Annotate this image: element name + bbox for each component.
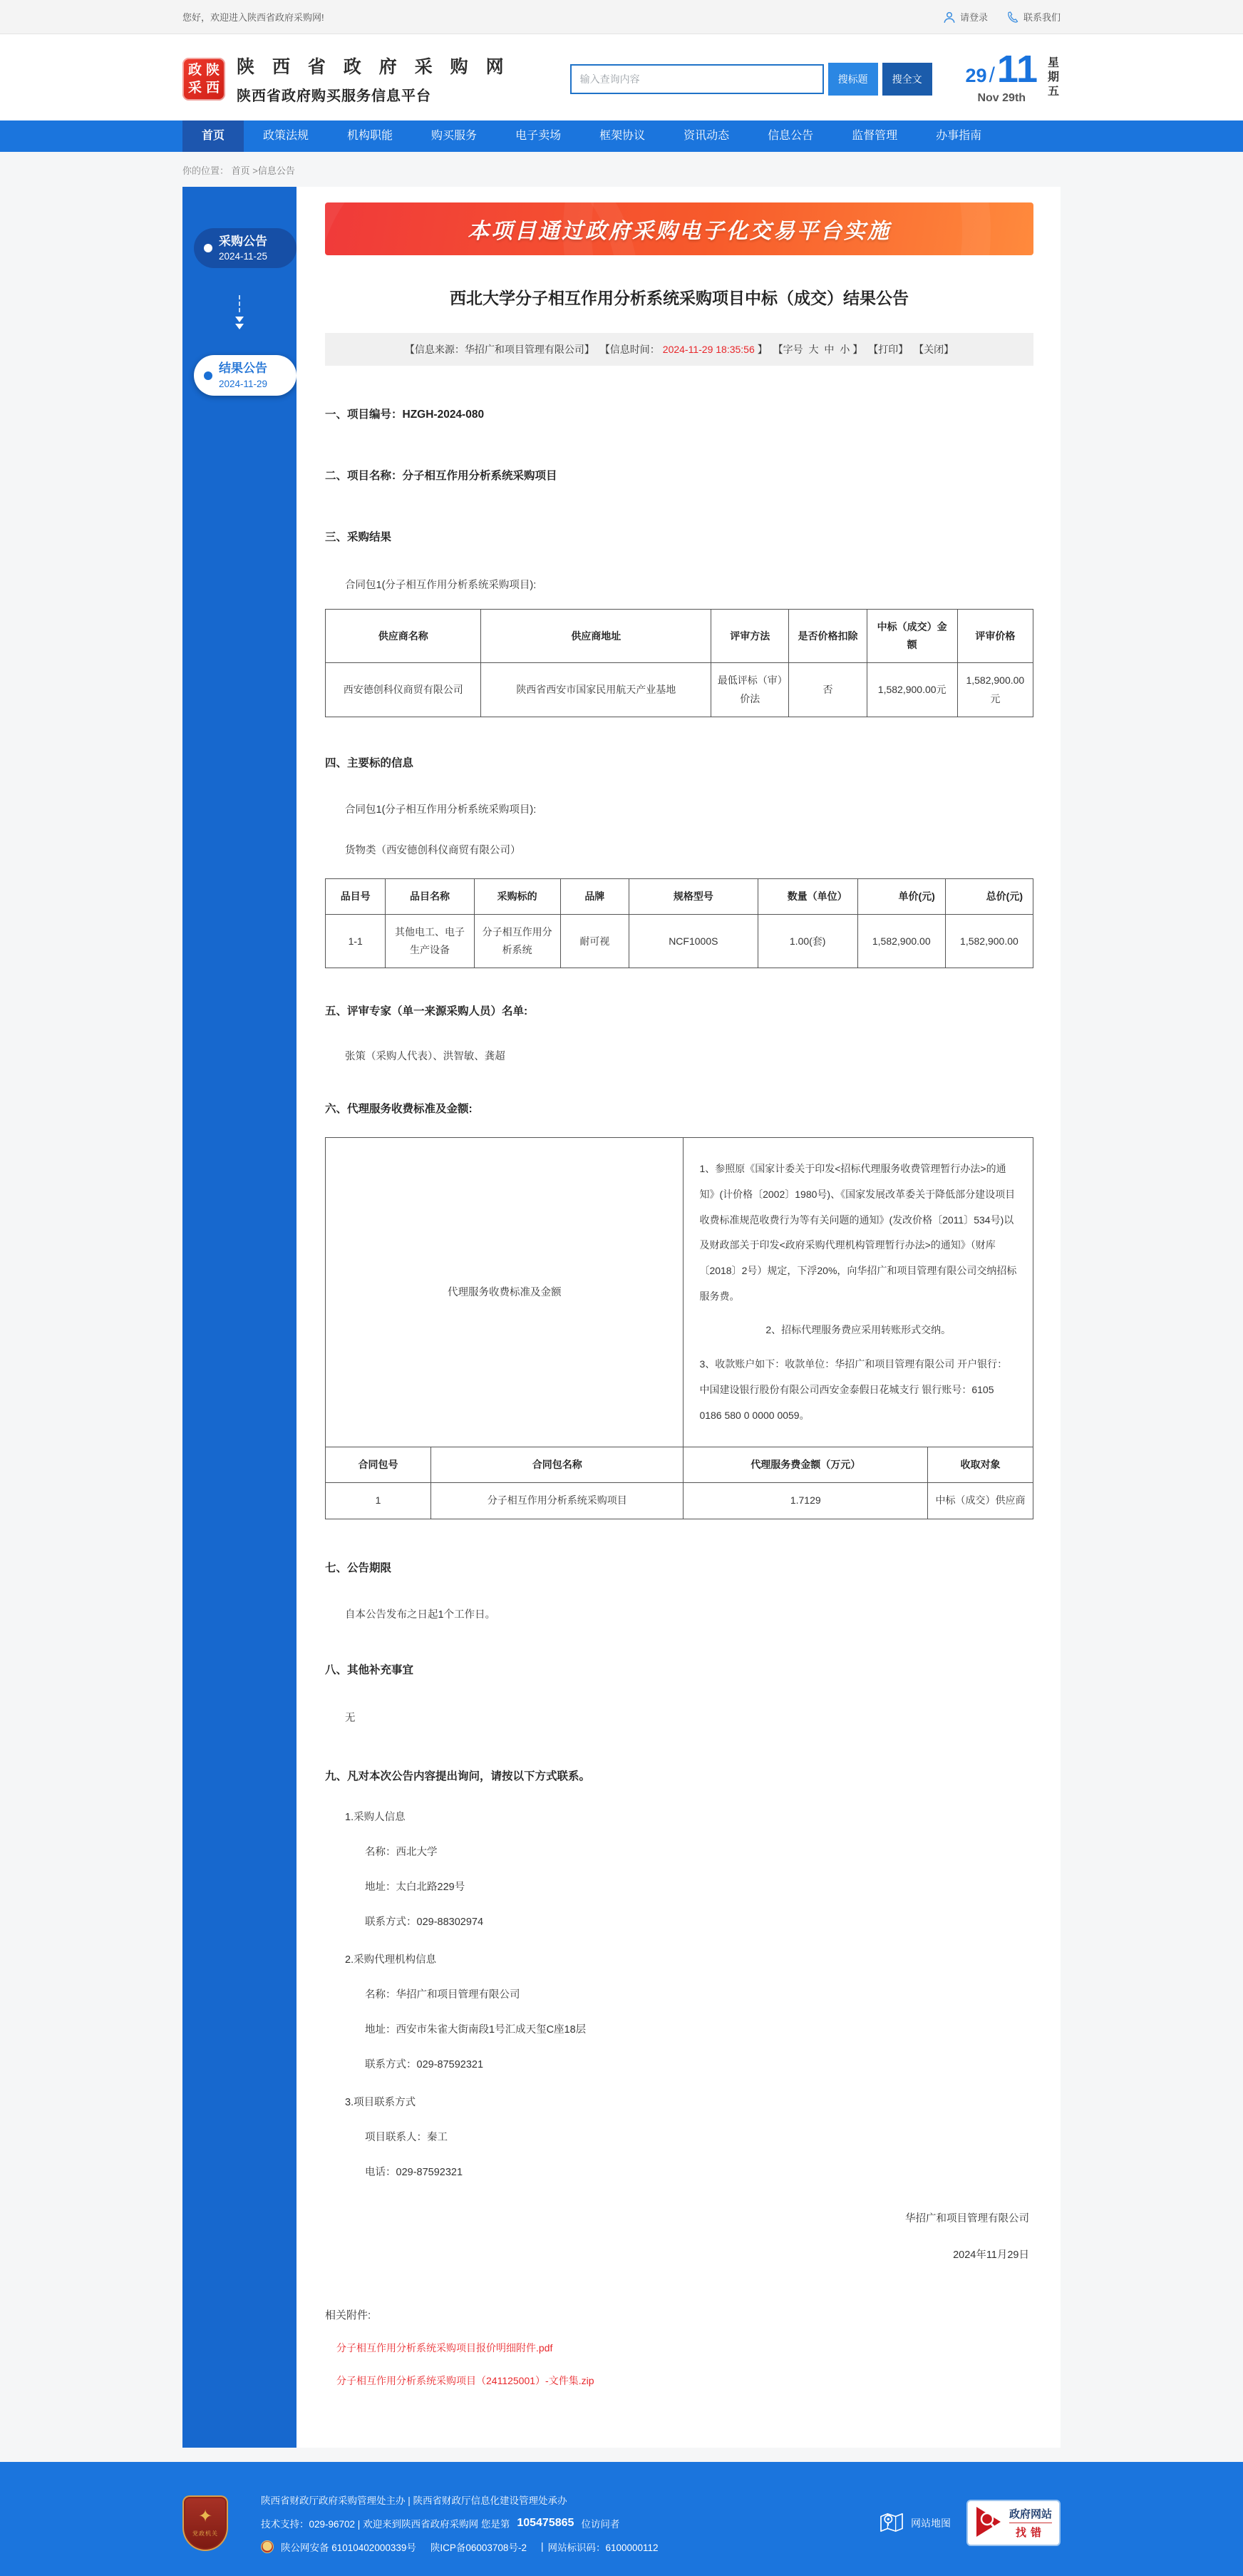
purchaser-phone: 联系方式：029-88302974	[365, 1916, 484, 1928]
fee-paragraph-2: 2、招标代理服务费应采用转账形式交纳。	[765, 1324, 951, 1336]
banner-text: 本项目通过政府采购电子化交易平台实施	[468, 220, 891, 243]
table-row	[326, 663, 1033, 717]
breadcrumb-current-link[interactable]: 信息公告	[257, 165, 295, 176]
cell-package-no: 1	[326, 1483, 431, 1519]
section-agency-fee: 六、代理服务收费标准及金额:	[325, 1103, 473, 1116]
timeline-sidebar	[182, 187, 296, 2448]
map-icon	[880, 2511, 904, 2535]
phone-icon	[1006, 11, 1019, 24]
table-row	[326, 914, 1033, 968]
nav-item-news[interactable]: 资讯动态	[684, 130, 730, 142]
site-code-separator: |	[540, 2541, 544, 2552]
nav-item-home[interactable]: 首页	[182, 120, 244, 152]
e-trading-platform-banner	[325, 202, 1033, 255]
nav-item-e-marketplace[interactable]: 电子卖场	[515, 130, 562, 142]
fontsize-close: 】	[852, 344, 863, 355]
search-fulltext-button[interactable]: 搜全文	[882, 63, 932, 96]
nav-item-supervision[interactable]: 监督管理	[852, 130, 898, 142]
agency-info-heading: 2.采购代理机构信息	[345, 1954, 437, 1966]
article-meta-bar	[325, 333, 1033, 366]
agency-fee-table	[325, 1137, 1033, 1519]
info-time-label: 【信息时间：	[599, 344, 660, 355]
icp-filing-link[interactable]: 陕ICP备06003708号-2	[430, 2542, 527, 2553]
user-icon	[943, 11, 956, 24]
cell-brand: 耐可视	[560, 914, 629, 968]
step-date: 2024-11-25	[219, 251, 268, 262]
breadcrumb-separator: >	[252, 165, 258, 176]
col-fee-amount: 代理服务费金额（万元）	[684, 1447, 928, 1483]
info-source: 【信息来源：华招广和项目管理有限公司】	[404, 344, 594, 355]
step-title: 采购公告	[219, 235, 267, 248]
footer-support-line: 技术支持：029-96702 | 欢迎来到陕西省政府采购网 您是第 105475865 位访问者	[261, 2516, 620, 2530]
section-review-experts: 五、评审专家（单一来源采购人员）名单:	[325, 1005, 528, 1018]
cell-review-method: 最低评标（审）价法	[711, 663, 789, 717]
site-header	[0, 34, 1243, 120]
contact-link[interactable]	[1006, 10, 1061, 24]
col-model: 规格型号	[629, 878, 758, 914]
section-project-name: 二、项目名称：分子相互作用分析系统采购项目	[325, 470, 557, 482]
col-brand: 品牌	[560, 878, 629, 914]
agency-name: 名称：华招广和项目管理有限公司	[365, 1989, 520, 2001]
site-title: 陕 西 省 政 府 采 购 网	[237, 57, 510, 77]
section-other-matters: 八、其他补充事宜	[325, 1663, 414, 1676]
col-procurement-subject: 采购标的	[474, 878, 560, 914]
section-main-subject-info: 四、主要标的信息	[325, 756, 414, 769]
cell-unit-price: 1,582,900.00	[857, 914, 945, 968]
cell-fee-amount: 1.7129	[684, 1483, 928, 1519]
col-supplier-address: 供应商地址	[481, 610, 711, 663]
page-title: 西北大学分子相互作用分析系统采购项目中标（成交）结果公告	[450, 289, 909, 307]
police-badge-icon	[261, 2540, 274, 2553]
sitemap-link[interactable]	[880, 2511, 951, 2535]
col-package-no: 合同包号	[326, 1447, 431, 1483]
col-item-name: 品目名称	[386, 878, 474, 914]
cell-award-amount: 1,582,900.00元	[867, 663, 957, 717]
cell-review-price: 1,582,900.00元	[957, 663, 1033, 717]
site-tagline: 陕西省政府购买服务信息平台	[237, 88, 431, 104]
step-date: 2024-11-29	[219, 378, 268, 389]
attachment-zip-link[interactable]: 分子相互作用分析系统采购项目（241125001）-文件集.zip	[336, 2374, 594, 2386]
date-month: 11	[996, 47, 1038, 91]
announcement-period-text: 自本公告发布之日起1个工作日。	[345, 1608, 496, 1621]
nav-item-guide[interactable]: 办事指南	[936, 130, 982, 142]
cell-item-no: 1-1	[326, 914, 386, 968]
sidebar-step-result-announcement[interactable]	[194, 355, 296, 395]
logo-char: 政	[187, 62, 202, 78]
cell-package-name: 分子相互作用分析系统采购项目	[430, 1483, 684, 1519]
cell-price-deduction: 否	[789, 663, 867, 717]
weekday-label: 星期五	[1048, 56, 1060, 98]
nav-item-functions[interactable]: 机构职能	[347, 130, 393, 142]
agency-address: 地址：西安市朱雀大街南段1号汇成天玺C座18层	[365, 2023, 587, 2036]
emblem-star-icon: ✦	[197, 2507, 213, 2527]
signature-date: 2024年11月29日	[953, 2249, 1029, 2261]
col-package-name: 合同包名称	[430, 1447, 684, 1483]
logo-char: 采	[187, 80, 202, 96]
purchaser-info-heading: 1.采购人信息	[345, 1811, 406, 1823]
date-separator: /	[989, 63, 995, 87]
site-logo	[182, 58, 225, 101]
welcome-text: 您好，欢迎进入陕西省政府采购网!	[182, 12, 324, 23]
nav-item-policies[interactable]: 政策法规	[263, 130, 309, 142]
info-time-close: 】	[757, 344, 768, 355]
fee-standard-text	[684, 1138, 1033, 1447]
nav-item-framework-agreement[interactable]: 框架协议	[599, 130, 646, 142]
cell-quantity: 1.00(套)	[758, 914, 857, 968]
col-price-deduction: 是否价格扣除	[789, 610, 867, 663]
sitemap-label: 网站地图	[910, 2517, 951, 2529]
cell-supplier-address: 陕西省西安市国家民用航天产业基地	[481, 663, 711, 717]
goods-category-line: 货物类（西安德创科仪商贸有限公司）	[345, 844, 521, 856]
attachment-pdf-link[interactable]: 分子相互作用分析系统采购项目报价明细附件.pdf	[336, 2341, 553, 2354]
step-title: 结果公告	[219, 361, 267, 376]
col-supplier-name: 供应商名称	[326, 610, 481, 663]
step-dot	[204, 371, 212, 380]
col-review-method: 评审方法	[711, 610, 789, 663]
project-contact-heading: 3.项目联系方式	[345, 2096, 416, 2108]
items-table	[325, 878, 1033, 969]
section-announcement-period: 七、公告期限	[325, 1561, 392, 1574]
col-quantity: 数量（单位）	[758, 878, 857, 914]
close-button[interactable]: 【关闭】	[914, 344, 954, 355]
other-matters-text: 无	[345, 1712, 356, 1724]
nav-item-purchase-services[interactable]: 购买服务	[431, 130, 478, 142]
fee-paragraph-3: 3、收款账户如下：收款单位：华招广和项目管理有限公司 开户银行：中国建设银行股份有限公司西安金泰假日花城支行 银行账号：6105 0186 580 0 0000 0059。	[699, 1358, 1008, 1421]
project-contact-phone: 电话：029-87592321	[365, 2166, 463, 2178]
col-total-price: 总价(元)	[945, 878, 1033, 914]
badge-gov-site-label: 政府网站	[1009, 2506, 1052, 2523]
fontsize-large-button[interactable]: 大	[808, 344, 819, 355]
cell-total-price: 1,582,900.00	[945, 914, 1033, 968]
col-fee-payer: 收取对象	[928, 1447, 1033, 1483]
breadcrumb	[182, 152, 1061, 187]
date-english: Nov 29th	[977, 91, 1026, 104]
signature-company: 华招广和项目管理有限公司	[905, 2212, 1029, 2225]
cell-item-name: 其他电工、电子生产设备	[386, 914, 474, 968]
magnifier-flag-icon	[975, 2506, 1004, 2540]
cell-procurement-subject: 分子相互作用分析系统	[474, 914, 560, 968]
project-contact-name: 项目联系人：秦工	[365, 2131, 448, 2143]
party-gov-emblem	[182, 2495, 228, 2551]
date-widget	[965, 47, 1061, 105]
col-item-no: 品目号	[326, 878, 386, 914]
col-review-price: 评审价格	[957, 610, 1033, 663]
site-footer	[0, 2462, 1243, 2576]
main-navigation	[0, 120, 1243, 152]
info-time-value: 2024-11-29 18:35:56	[662, 344, 755, 355]
experts-names: 张策（采购人代表）、洪智敏、龚超	[345, 1051, 505, 1063]
logo-char: 西	[205, 80, 220, 96]
sidebar-step-purchase-announcement[interactable]	[194, 228, 296, 268]
cell-fee-payer: 中标（成交）供应商	[928, 1483, 1033, 1519]
badge-find-error-label: 找错	[1015, 2527, 1046, 2540]
footer-beian-line	[261, 2540, 659, 2554]
top-utility-bar	[0, 0, 1243, 34]
login-link[interactable]	[943, 10, 988, 24]
table-row	[326, 1483, 1033, 1519]
logo-char: 陕	[205, 62, 220, 78]
result-table	[325, 609, 1033, 717]
contract-package-line: 合同包1(分子相互作用分析系统采购项目):	[345, 804, 537, 816]
col-unit-price: 单价(元)	[857, 878, 945, 914]
cell-model: NCF1000S	[629, 914, 758, 968]
site-identifier-code: 网站标识码：6100000112	[547, 2542, 659, 2553]
gov-site-error-report-badge[interactable]	[966, 2500, 1061, 2546]
section-project-number: 一、项目编号：HZGH-2024-080	[325, 409, 485, 421]
purchaser-name: 名称：西北大学	[365, 1846, 438, 1858]
print-button[interactable]: 【打印】	[868, 344, 909, 355]
emblem-text: 党政机关	[192, 2530, 218, 2537]
fee-paragraph-1: 1、参照原《国家计委关于印发<招标代理服务收费管理暂行办法>的通知》(计价格〔2002〕1980号)、《国家发展改革委关于降低部分建设项目收费标准规范收费行为等有关问题的通知》(发改价格〔2011〕534号)以及财政部关于印发<政府采购代理机构管理暂行办法>的通知》（财库〔2018〕2号）规定，下浮20%，向华招广和项目管理有限公司交纳招标服务费。	[699, 1163, 1017, 1302]
footer-organizer-line: 陕西省财政厅政府采购管理处主办 | 陕西省财政厅信息化建设管理处承办	[261, 2495, 567, 2506]
nav-item-announcements[interactable]: 信息公告	[768, 130, 814, 142]
timeline-arrow-icon	[182, 295, 296, 329]
contract-package-line: 合同包1(分子相互作用分析系统采购项目):	[345, 580, 537, 591]
breadcrumb-label: 你的位置：	[182, 165, 229, 176]
cell-supplier-name: 西安德创科仪商贸有限公司	[326, 663, 481, 717]
date-day: 29	[965, 64, 987, 86]
search-input[interactable]	[570, 64, 824, 94]
fontsize-label: 【字号	[773, 344, 803, 355]
fontsize-medium-button[interactable]: 中	[824, 344, 835, 355]
fontsize-small-button[interactable]: 小	[840, 344, 850, 355]
purchaser-address: 地址：太白北路229号	[365, 1881, 465, 1893]
agency-phone: 联系方式：029-87592321	[365, 2058, 484, 2070]
step-dot	[204, 244, 212, 252]
breadcrumb-home-link[interactable]: 首页	[231, 165, 250, 176]
fee-standard-label: 代理服务收费标准及金额	[326, 1138, 684, 1447]
col-award-amount: 中标（成交）金额	[867, 610, 957, 663]
search-title-button[interactable]: 搜标题	[828, 63, 878, 96]
section-procurement-result: 三、采购结果	[325, 531, 392, 543]
article-main	[296, 187, 1061, 2448]
public-security-filing-link[interactable]: 陕公网安备 61010402000339号	[281, 2542, 416, 2553]
login-label: 请登录	[959, 12, 988, 23]
contact-label: 联系我们	[1023, 12, 1061, 23]
section-contact-info: 九、凡对本次公告内容提出询问，请按以下方式联系。	[325, 1770, 591, 1782]
visitor-count: 105475865	[517, 2516, 574, 2529]
attachments-label: 相关附件:	[325, 2309, 371, 2321]
